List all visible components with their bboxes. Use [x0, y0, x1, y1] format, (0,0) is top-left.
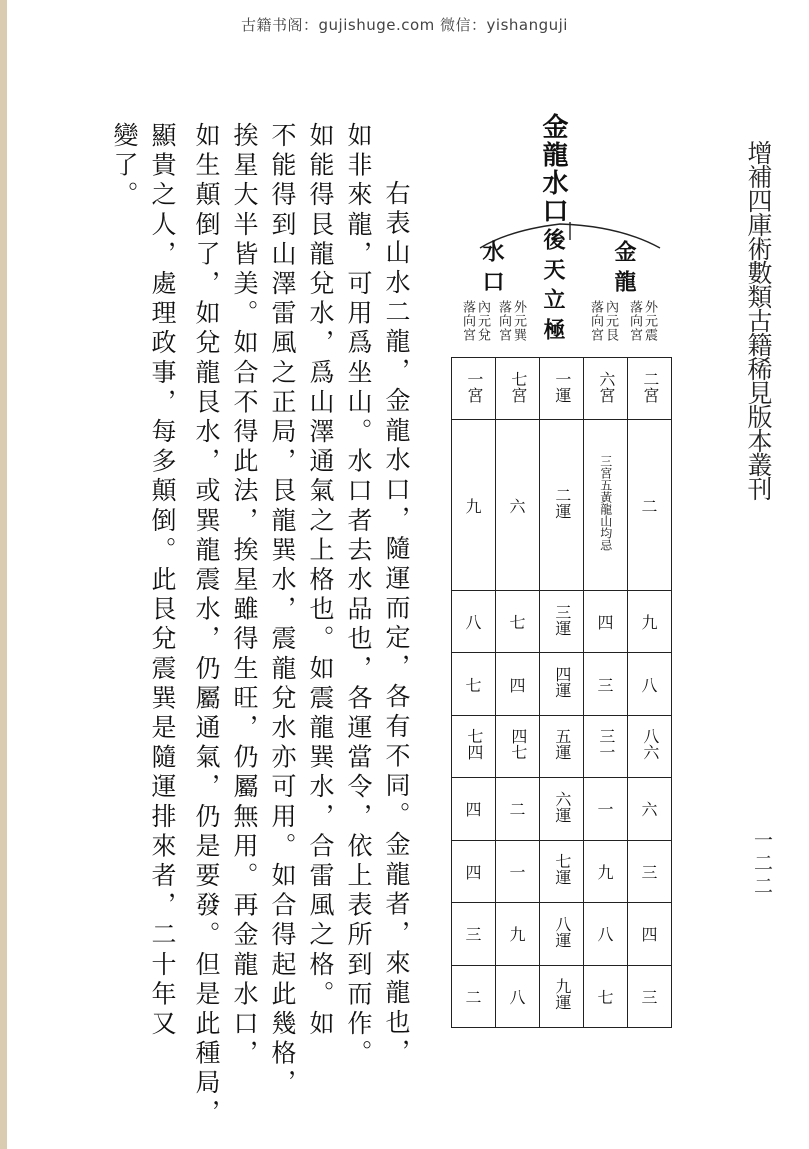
col-header-4: 落向宮 — [588, 300, 603, 342]
table-cell: 九 — [452, 420, 496, 590]
table-cell: 一 — [496, 840, 540, 902]
body-line-6: 如生顛倒了，如兌龍艮水，或巽龍震水，仍屬通氣，仍是要發。但是此種局， — [192, 122, 221, 1129]
table-cell: 二 — [452, 965, 496, 1027]
table-cell: 三 — [628, 840, 672, 902]
watermark-text: 古籍书阁：gujishuge.com 微信：yishanguji — [241, 16, 568, 34]
table-cell: 三運 — [540, 590, 584, 652]
table-cell: 四 — [628, 903, 672, 965]
table-row — [452, 903, 672, 965]
table-cell: 九 — [628, 590, 672, 652]
branch-label-jinlong: 金龍 — [611, 240, 637, 300]
table-row — [452, 358, 672, 420]
table-row — [452, 590, 672, 652]
table-cell: 六運 — [540, 778, 584, 840]
col-header-2: 落向宮 — [627, 300, 642, 342]
table-cell: 二 — [628, 420, 672, 590]
table-row — [452, 965, 672, 1027]
table-cell: 四 — [496, 653, 540, 715]
table-cell: 四 — [452, 778, 496, 840]
table-cell: 六宮 — [584, 358, 628, 420]
table-cell: 六 — [628, 778, 672, 840]
branch-label-shuikou: 水口 — [479, 240, 505, 300]
table-cell: 七運 — [540, 840, 584, 902]
table-cell: 九 — [496, 903, 540, 965]
table-cell: 五運 — [540, 715, 584, 777]
table-cell: 三 — [584, 653, 628, 715]
body-line-5: 挨星大半皆美。如合不得此法，挨星雖得生旺，仍屬無用。再金龍水口， — [230, 122, 259, 1070]
table-cell: 四 — [452, 840, 496, 902]
body-line-1: 右表山水二龍，金龍水口，隨運而定，各有不同。金龍者，來龍也， — [382, 180, 411, 1068]
table-cell: 八 — [452, 590, 496, 652]
table-cell: 八六 — [628, 715, 672, 777]
table-cell: 八 — [584, 903, 628, 965]
table-cell: 一運 — [540, 358, 584, 420]
table-cell: 四運 — [540, 653, 584, 715]
body-line-8: 變了。 — [110, 122, 139, 211]
body-line-4: 不能得到山澤雷風之正局，艮龍巽水，震龍兌水亦可用。如合得起此幾格， — [268, 122, 297, 1099]
table-cell: 九運 — [540, 965, 584, 1027]
table-cell: 七 — [496, 590, 540, 652]
table-cell: 六 — [496, 420, 540, 590]
table-cell: 三宮五黃龍山均忌 — [584, 420, 628, 590]
table-cell: 七四 — [452, 715, 496, 777]
table-cell: 七宮 — [496, 358, 540, 420]
body-line-3: 如能得艮龍兌水，爲山澤通氣之上格也。如震龍巽水，合雷風之格。如 — [306, 122, 335, 1040]
table-row — [452, 840, 672, 902]
series-title: 增補四庫術數類古籍稀見版本叢刊 — [744, 140, 773, 500]
period-table — [451, 357, 672, 1028]
table-cell: 八 — [628, 653, 672, 715]
table-cell: 二宮 — [628, 358, 672, 420]
table-cell: 三一 — [584, 715, 628, 777]
table-cell: 四七 — [496, 715, 540, 777]
col-header-7: 內元兌 — [475, 300, 490, 342]
table-cell: 七 — [584, 965, 628, 1027]
table-cell: 八 — [496, 965, 540, 1027]
table-cell: 三 — [628, 965, 672, 1027]
table-row — [452, 778, 672, 840]
table-cell: 四 — [584, 590, 628, 652]
branch-label-houtian: 後天立極 — [540, 228, 566, 348]
page-number: 一二二 — [751, 830, 773, 899]
col-header-8: 落向宮 — [460, 300, 475, 342]
col-header-1: 外元震 — [642, 300, 657, 342]
table-cell: 一 — [584, 778, 628, 840]
col-header-3: 內元艮 — [603, 300, 618, 342]
table-cell: 九 — [584, 840, 628, 902]
table-cell: 二 — [496, 778, 540, 840]
table-row — [452, 715, 672, 777]
table-cell: 七 — [452, 653, 496, 715]
body-line-7: 顯貴之人，處理政事，每多顛倒。此艮兌震巽是隨運排來者，二十年又 — [148, 122, 177, 1040]
table-cell: 二運 — [540, 420, 584, 590]
diagram-title: 金龍水口 — [538, 113, 568, 225]
table-row — [452, 653, 672, 715]
table-cell: 三 — [452, 903, 496, 965]
table-row — [452, 420, 672, 590]
col-header-6: 落向宮 — [496, 300, 511, 342]
table-cell: 八運 — [540, 903, 584, 965]
page-spine-edge — [0, 0, 7, 1149]
body-line-2: 如非來龍，可用爲坐山。水口者去水品也，各運當令，依上表所到而作。 — [344, 122, 373, 1070]
table-cell: 一宮 — [452, 358, 496, 420]
col-header-5: 外元巽 — [511, 300, 526, 342]
